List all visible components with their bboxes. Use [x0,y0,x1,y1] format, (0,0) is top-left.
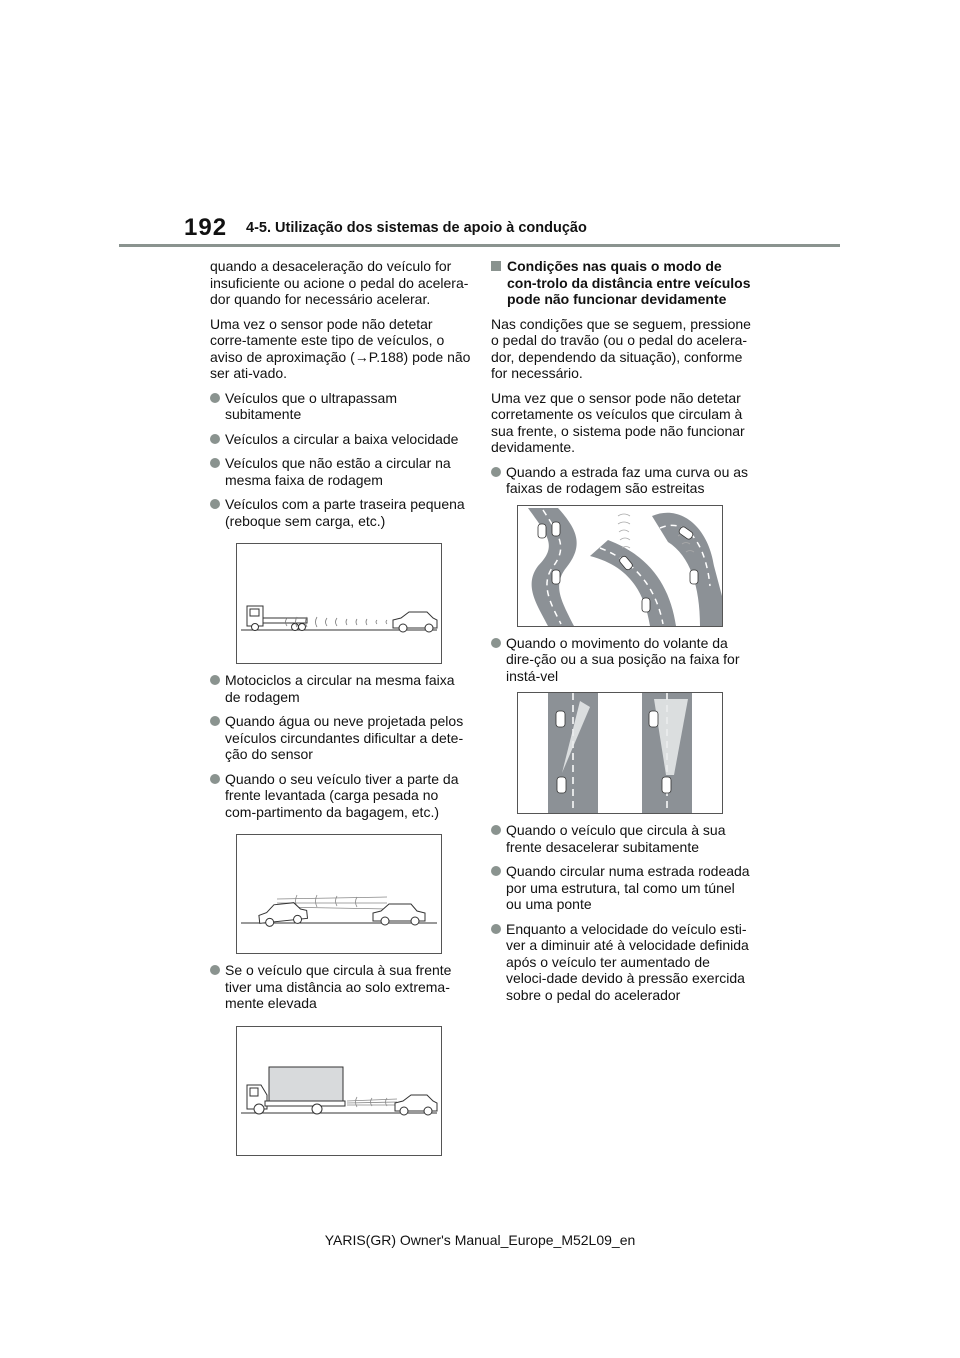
list-item: Veículos a circular a baixa velocidade [210,431,472,448]
bullet-icon [491,638,501,648]
square-bullet-icon [491,261,501,271]
list-item: Se o veículo que circula à sua frente tiver uma distância ao solo extrema-mente elevada [210,962,472,1012]
footer-manual-id: YARIS(GR) Owner's Manual_Europe_M52L09_en [324,1232,636,1248]
bullet-icon [491,467,501,477]
figure-front-raised [236,834,442,954]
list-item: Quando o movimento do volante da dire-ção ou a sua posição na faixa for instá-vel [491,635,753,685]
list-item: Quando água ou neve projetada pelos veículos circundantes dificultar a dete-ção do sensor [210,713,472,763]
figure-empty-trailer [236,543,442,664]
figure-curved-roads [517,505,723,627]
list-item: Veículos com a parte traseira pequena (reboque sem carga, etc.) [210,496,472,529]
figure-high-clearance [236,1026,442,1156]
bullet-icon [491,924,501,934]
list-item: Veículos que o ultrapassam subitamente [210,390,472,423]
list-item: Quando circular numa estrada rodeada por uma estrutura, tal como um túnel ou uma ponte [491,863,753,913]
left-paragraph-2: Uma vez o sensor pode não detetar corre-tamente este tipo de veículos, o aviso de aproximação (→P.188) pode não ser ati-vado. [210,315,471,381]
bullet-icon [210,499,220,509]
section-title: 4-5. Utilização dos sistemas de apoio à condução [246,220,587,236]
section-heading: Condições nas quais o modo de con-trolo da distância entre veículos pode não funcionar devidamente [491,258,753,308]
bullet-icon [210,965,220,975]
header-rule [119,244,840,247]
bullet-icon [210,716,220,726]
list-item: Quando o veículo que circula à sua frente desacelerar subitamente [491,822,753,855]
right-column [491,258,753,1011]
list-item: Quando a estrada faz uma curva ou as faixas de rodagem são estreitas [491,464,753,497]
bullet-icon [210,434,220,444]
bullet-icon [491,825,501,835]
list-item: Quando o seu veículo tiver a parte da frente levantada (carga pesada no com-partimento da bagagem, etc.) [210,771,472,821]
list-item: Veículos que não estão a circular na mesma faixa de rodagem [210,455,472,488]
list-item: Enquanto a velocidade do veículo esti-ver a diminuir até à velocidade definida após o veículo ter aumentado de veloci-dade devido à pressão exercida sobre o pedal do acelerador [491,921,753,1004]
right-paragraph-1: Nas condições que se seguem, pressione o pedal do travão (ou o pedal do acelera-dor, dependendo da situação), conforme for necessário. [491,315,751,381]
right-paragraph-2: Uma vez que o sensor pode não detetar corretamente os veículos que circulam à sua frente, o sistema pode não funcionar devidamente. [491,389,745,455]
bullet-icon [491,866,501,876]
page-number: 192 [184,214,228,241]
bullet-icon [210,393,220,403]
list-item: Motociclos a circular na mesma faixa de rodagem [210,672,472,705]
left-paragraph-1: quando a desaceleração do veículo for insuficiente ou acione o pedal do acelera-dor quando for necessário acelerar. [210,258,469,307]
bullet-icon [210,458,220,468]
bullet-icon [210,675,220,685]
left-column [210,258,472,1164]
bullet-icon [210,774,220,784]
figure-unstable-steering [517,692,723,814]
